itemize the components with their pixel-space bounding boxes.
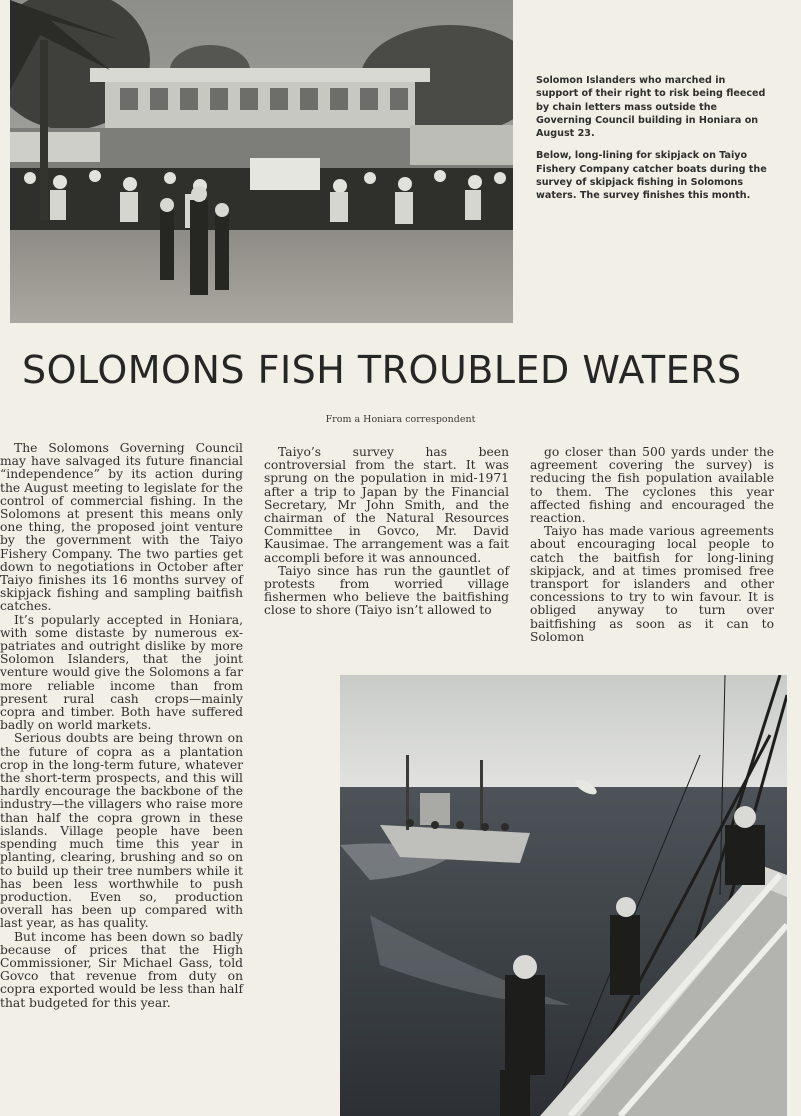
photo-long-lining-catcher-boat [340, 675, 787, 1116]
paragraph: go closer than 500 yards under the agreement covering the survey) is reducing the fish population available to them. The cyclones this year affected fishing and encouraged the reaction. [530, 445, 774, 526]
photo-crowd-outside-council-building [10, 0, 513, 323]
article-byline: From a Honiara correspondent [325, 414, 476, 425]
paragraph: Taiyo’s survey has been controversial from the start. It was sprung on the population in mid-1971 after a trip to Japan by the Financial Secretary, Mr John Smith, and the chairman of the Natural Resources Committee in Govco, Mr. David Kausimae. The arrangement was a fait accompli before it was announced. [264, 445, 509, 565]
paragraph: Taiyo since has run the gauntlet of protests from worried village fishermen who believe the baitfishing close to shore (Taiyo isn’t allowed to [264, 563, 509, 618]
paragraph: It’s popularly accepted in Honiara, with some distaste by numerous ex-patriates and outright dislike by more Solomon Islanders, that the joint venture would give the Solomons a far more reliable income than from present rural cash crops—mainly copra and timber. Both have suffered badly on world markets. [0, 612, 243, 733]
article-headline: SOLOMONS FISH TROUBLED WATERS [22, 348, 742, 392]
paragraph: Taiyo has made various agreements about encouraging local people to catch the baitfish for long-lining skipjack, and at times promised free transport for islanders and other concessions to try to win favour. It is obliged anyway to turn over baitfishing as soon as it can to Solomon [530, 524, 774, 644]
paragraph: But income has been down so badly because of prices that the High Commissioner, Sir Michael Gass, told Govco that revenue from duty on copra exported would be less than half that budgeted for this year. [0, 929, 243, 1010]
paragraph: The Solomons Governing Council may have salvaged its future financial “independence” by its action during the August meeting to legislate for the control of commercial fishing. In the Solomons at present this means only one thing, the proposed joint venture by the government with the Taiyo Fishery Company. The two parties get down to negotiations in October after Taiyo finishes its 16 months survey of skipjack fishing and sampling baitfish catches. [0, 441, 243, 614]
article-column-2 [264, 446, 509, 618]
caption-top-photo: Solomon Islanders who marched in support of their right to risk being fleeced by chain letters mass outside the Governing Council building in Honiara on August 23. [536, 75, 766, 140]
paragraph: Serious doubts are being thrown on the future of copra as a plantation crop in the long-term future, whatever the short-term prospects, and this will hardly encourage the backbone of the industry—the villagers who raise more than half the copra grown in these islands. Village people have been spending much time this year in planting, clearing, brushing and so on to build up their tree numbers while it has been less worthwhile to push production. Even so, production overall has been up compared with last year, as has quality. [0, 731, 243, 931]
photo-caption [536, 74, 768, 212]
article-column-1 [0, 442, 243, 1010]
caption-bottom-photo: Below, long-lining for skipjack on Taiyo Fishery Company catcher boats during the survey of skipjack fishing in Solomons waters. The survey finishes this month. [536, 150, 767, 202]
article-column-3 [530, 446, 774, 644]
